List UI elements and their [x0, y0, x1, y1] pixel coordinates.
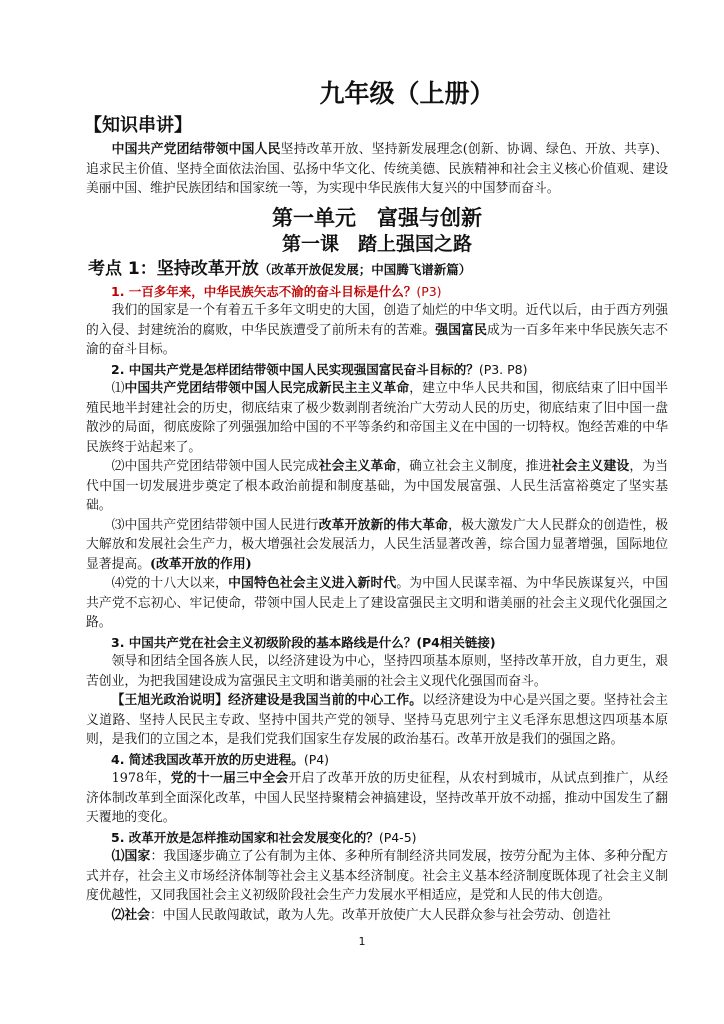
question-1-label: 1. 一百多年来，中华民族矢志不渝的奋斗目标是什么？ [111, 283, 417, 299]
q2-a4-bold: 中国特色社会主义进入新时代 [228, 576, 397, 591]
intro-bold: 中国共产党团结带领中国人民 [111, 142, 281, 157]
q2-a3-text: ，极大激发广大人民群众的创造性，极大解放和发展社会生产力，极大增强社会发展活力，人民生活显著改善，综合国力显著增强，国际地位显著提高。 [86, 517, 669, 572]
question-2-answer-3 [86, 516, 668, 575]
question-1-ref: (P3) [416, 283, 442, 299]
page-number: 1 [358, 935, 366, 948]
question-3-ref: (P4相关链接) [416, 634, 496, 650]
question-3-note [86, 691, 668, 750]
exam-point-main: 考点 1：坚持改革开放 [88, 258, 259, 279]
q2-a2-mid: ，确立社会主义制度，推进 [396, 459, 552, 474]
q3-note-bold: 【王旭光政治说明】经济建设是我国当前的中心工作。 [111, 693, 423, 708]
question-4-ref: (P4) [303, 751, 330, 767]
q2-a2-bold1: 社会主义革命 [318, 459, 397, 474]
q2-a3-prefix: ⑶中国共产党团结带领中国人民进行 [111, 517, 319, 533]
q2-a3-bold: 改革开放新的伟大革命 [318, 517, 449, 533]
q2-a2-bold2: 社会主义建设 [551, 459, 630, 474]
question-2-label: 2. 中国共产党是怎样团结带领中国人民实现强国富民奋斗目标的？ [111, 361, 479, 377]
question-4-label: 4. 简述我国改革开放的历史进程。 [111, 751, 304, 767]
exam-point-heading [88, 257, 668, 282]
question-5-ref: (P4-5) [378, 829, 417, 845]
q4-bold: 党的十一届三中全会 [170, 771, 289, 786]
page-title: 九年级（上册） [319, 79, 495, 108]
question-2-answer-1 [86, 379, 668, 457]
question-5 [111, 828, 668, 848]
unit-title: 第一单元 富强与创新 [272, 205, 482, 230]
exam-point-sub: （改革开放促发展；中国腾飞谱新篇） [258, 261, 472, 277]
q2-a2-prefix: ⑵中国共产党团结带领中国人民完成 [111, 459, 319, 474]
q2-a1-bold: 中国共产党团结带领中国人民完成新民主主义革命 [124, 381, 410, 396]
question-4-answer [86, 769, 668, 828]
question-2-answer-4 [86, 574, 668, 633]
q1-bold: 强国富民 [435, 322, 488, 338]
question-2-ref: (P3. P8) [478, 361, 528, 377]
question-5-answer-2 [86, 906, 668, 926]
q2-a1-prefix: ⑴ [111, 381, 125, 396]
question-3-label: 3. 中国共产党在社会主义初级阶段的基本路线是什么？ [111, 634, 417, 650]
question-3-answer: 领导和团结全国各族人民，以经济建设为中心，坚持四项基本原则，坚持改革开放，自力更生，艰苦创业，为把我国建设成为富强民主文明和谐美丽的社会主义现代化强国而奋斗。 [86, 654, 668, 689]
q2-a4-text: 。为中国人民谋幸福、为中华民族谋复兴，中国共产党不忘初心、牢记使命，带领中国人民走上了建设富强民主文明和谐美丽的社会主义现代化强国之路。 [86, 576, 669, 630]
q3-note-text: 以经济建设为中心是兴国之要。坚持社会主义道路、坚持人民民主专政、坚持中国共产党的领导、坚持马克思列宁主义毛泽东思想这四项基本原则，是我们的立国之本，是我们党我们国家生存发展的政治基石。改革开放是我们的强国之路。 [86, 693, 669, 747]
question-3 [111, 633, 668, 653]
question-5-label: 5. 改革开放是怎样推动国家和社会发展变化的？ [111, 829, 379, 845]
q4-prefix: 1978年， [111, 771, 171, 786]
q4-text: 开启了改革开放的历史征程，从农村到城市，从试点到推广，从经济体制改革到全面深化改革，中国人民坚持聚精会神搞建设，坚持改革开放不动摇，推动中国发生了翻天覆地的变化。 [86, 771, 669, 825]
q5-a1-text: ：我国逐步确立了公有制为主体、多种所有制经济共同发展，按劳分配为主体、多种分配方式并存，社会主义市场经济体制等社会主义基本经济制度。社会主义基本经济制度既体现了社会主义制度优越性，又同我国社会主义初级阶段社会生产力发展水平相适应，是党和人民的伟大创造。 [86, 849, 669, 903]
q2-a3-note: (改革开放的作用) [149, 556, 252, 572]
q2-a2-text: ，为当代中国一切发展进步奠定了根本政治前提和制度基础，为中国发展富强、人民生活富裕奠定了坚实基础。 [86, 459, 669, 513]
question-5-answer-1 [86, 847, 668, 906]
intro-text: 坚持改革开放、坚持新发展理念(创新、协调、绿色、开放、共享)、追求民主价值、坚持全面依法治国、弘扬中华文化、传统美德、民族精神和社会主义核心价值观、建设美丽中国、维护民族团结和国家统一等，为实现中华民族伟大复兴的中国梦而奋斗。 [86, 142, 668, 196]
question-4 [111, 750, 668, 770]
q5-a1-bold: ⑴国家 [111, 849, 151, 864]
question-1-answer [86, 301, 668, 360]
question-1 [111, 282, 668, 302]
q5-a2-bold: ⑵社会 [111, 907, 150, 923]
lesson-title: 第一课 踏上强国之路 [281, 232, 472, 255]
q2-a1-text: ，建立中华人民共和国，彻底结束了旧中国半殖民地半封建社会的历史，彻底结束了极少数剥削者统治广大劳动人民的历史，彻底结束了旧中国一盘散沙的局面，彻底废除了列强强加给中国的不平等条约和帝国主义在中国的一切特权。饱经苦难的中华民族终于站起来了。 [86, 381, 669, 455]
section-header-knowledge: 【知识串讲】 [84, 115, 192, 136]
q1-text: 我们的国家是一个有着五千多年文明史的大国，创造了灿烂的中华文明。近代以后，由于西方列强的入侵、封建统治的腐败，中华民族遭受了前所未有的苦难。 [86, 303, 668, 338]
q1-tail: 成为一百多年来中华民族矢志不渝的奋斗目标。 [86, 322, 669, 357]
question-2-answer-2 [86, 457, 668, 516]
q2-a4-prefix: ⑷党的十八大以来， [111, 576, 229, 591]
question-2 [111, 360, 668, 380]
q5-a2-text: ：中国人民敢闯敢试，敢为人先。改革开放使广大人民群众参与社会劳动、创造社 [149, 907, 611, 923]
intro-paragraph [86, 140, 668, 199]
